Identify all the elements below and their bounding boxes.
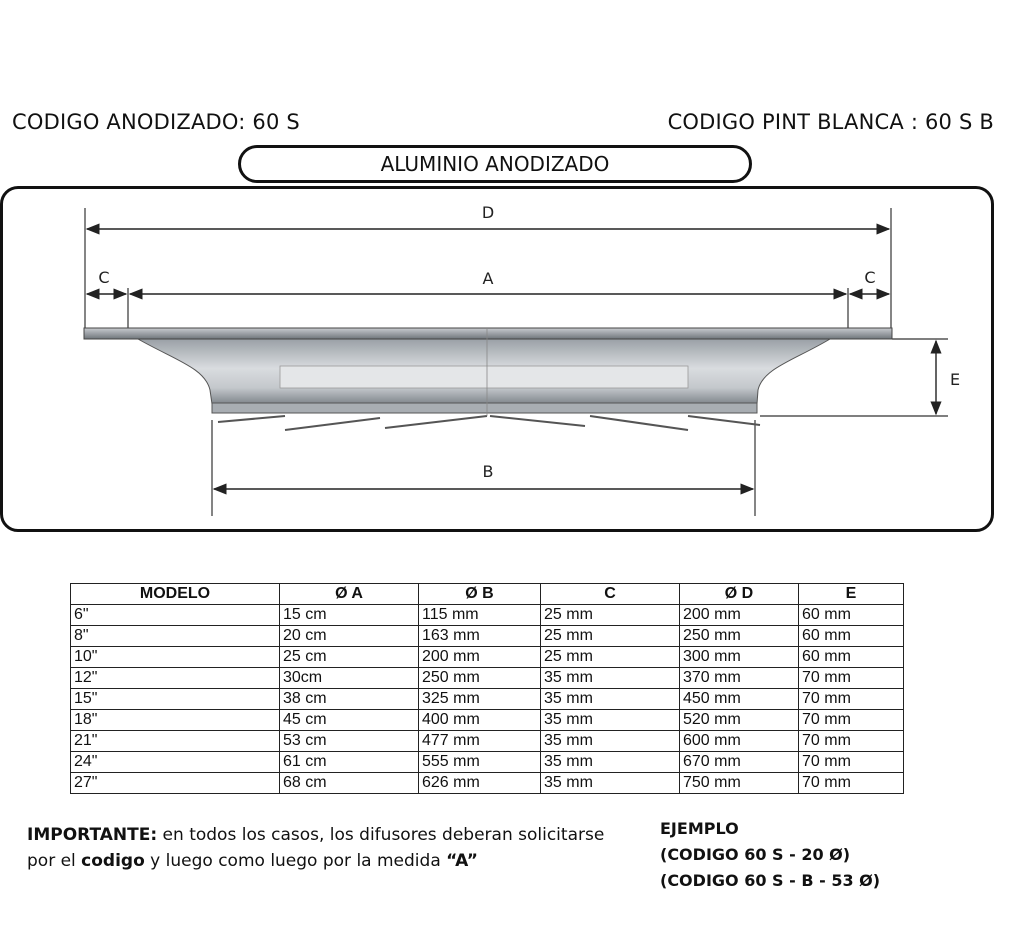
table-cell: 35 mm bbox=[541, 773, 680, 794]
table-row bbox=[71, 731, 904, 752]
dim-label-a: A bbox=[482, 269, 494, 288]
example-line-1: (CODIGO 60 S - 20 Ø) bbox=[660, 845, 851, 864]
table-row bbox=[71, 752, 904, 773]
example-line-2: (CODIGO 60 S - B - 53 Ø) bbox=[660, 871, 881, 890]
note-label: IMPORTANTE: bbox=[27, 825, 158, 845]
note-text-2: y luego como luego por la medida bbox=[144, 851, 447, 871]
table-cell: 163 mm bbox=[419, 626, 541, 647]
table-cell: 35 mm bbox=[541, 731, 680, 752]
table-cell: 68 cm bbox=[280, 773, 419, 794]
table-cell: 18" bbox=[71, 710, 280, 731]
dim-label-b: B bbox=[482, 462, 494, 481]
table-cell: 30cm bbox=[280, 668, 419, 689]
white-paint-code-label: CODIGO PINT BLANCA : 60 S B bbox=[667, 110, 994, 134]
table-cell: 325 mm bbox=[419, 689, 541, 710]
table-cell: 61 cm bbox=[280, 752, 419, 773]
column-header-modelo: MODELO bbox=[71, 584, 280, 605]
table-cell: 8" bbox=[71, 626, 280, 647]
table-cell: 25 mm bbox=[541, 605, 680, 626]
note-measure: “A” bbox=[446, 851, 478, 871]
table-cell: 35 mm bbox=[541, 668, 680, 689]
table-cell: 21" bbox=[71, 731, 280, 752]
table-cell: 35 mm bbox=[541, 689, 680, 710]
table-cell: 6" bbox=[71, 605, 280, 626]
example-title: EJEMPLO bbox=[660, 819, 739, 838]
table-cell: 70 mm bbox=[799, 731, 904, 752]
diffuser-blades bbox=[218, 416, 760, 430]
dim-label-e: E bbox=[949, 370, 961, 389]
table-cell: 450 mm bbox=[680, 689, 799, 710]
table-row bbox=[71, 773, 904, 794]
table-cell: 250 mm bbox=[419, 668, 541, 689]
table-cell: 60 mm bbox=[799, 626, 904, 647]
table-body bbox=[71, 605, 904, 794]
table-cell: 750 mm bbox=[680, 773, 799, 794]
table-cell: 15 cm bbox=[280, 605, 419, 626]
anodized-code-label: CODIGO ANODIZADO: 60 S bbox=[12, 110, 300, 134]
column-header-e: E bbox=[799, 584, 904, 605]
table-cell: 626 mm bbox=[419, 773, 541, 794]
table-cell: 25 mm bbox=[541, 626, 680, 647]
column-header-c: C bbox=[541, 584, 680, 605]
table-cell: 10" bbox=[71, 647, 280, 668]
dim-label-c-right: C bbox=[864, 268, 876, 287]
table-cell: 115 mm bbox=[419, 605, 541, 626]
table-cell: 520 mm bbox=[680, 710, 799, 731]
table-cell: 53 cm bbox=[280, 731, 419, 752]
table-cell: 35 mm bbox=[541, 752, 680, 773]
table-cell: 25 cm bbox=[280, 647, 419, 668]
table-cell: 15" bbox=[71, 689, 280, 710]
table-cell: 60 mm bbox=[799, 647, 904, 668]
dim-label-d: D bbox=[481, 203, 495, 222]
table-cell: 477 mm bbox=[419, 731, 541, 752]
diffuser-shape bbox=[84, 328, 892, 430]
table-row bbox=[71, 668, 904, 689]
table-cell: 400 mm bbox=[419, 710, 541, 731]
note-bold-word: codigo bbox=[81, 851, 145, 871]
table-row bbox=[71, 605, 904, 626]
column-header-b: Ø B bbox=[419, 584, 541, 605]
table-cell: 555 mm bbox=[419, 752, 541, 773]
table-cell: 670 mm bbox=[680, 752, 799, 773]
table-cell: 20 cm bbox=[280, 626, 419, 647]
important-note bbox=[27, 822, 627, 874]
table-cell: 60 mm bbox=[799, 605, 904, 626]
table-cell: 200 mm bbox=[680, 605, 799, 626]
material-title: ALUMINIO ANODIZADO bbox=[238, 145, 752, 183]
table-cell: 35 mm bbox=[541, 710, 680, 731]
table-row bbox=[71, 689, 904, 710]
table-cell: 38 cm bbox=[280, 689, 419, 710]
table-cell: 250 mm bbox=[680, 626, 799, 647]
dim-label-c-left: C bbox=[98, 268, 110, 287]
column-header-a: Ø A bbox=[280, 584, 419, 605]
table-row bbox=[71, 647, 904, 668]
table-cell: 200 mm bbox=[419, 647, 541, 668]
example-block bbox=[660, 816, 880, 894]
column-header-d: Ø D bbox=[680, 584, 799, 605]
table-cell: 370 mm bbox=[680, 668, 799, 689]
table-cell: 45 cm bbox=[280, 710, 419, 731]
dimensions-table bbox=[70, 583, 904, 794]
table-cell: 70 mm bbox=[799, 710, 904, 731]
table-cell: 600 mm bbox=[680, 731, 799, 752]
table-cell: 70 mm bbox=[799, 752, 904, 773]
table-cell: 24" bbox=[71, 752, 280, 773]
table-row bbox=[71, 626, 904, 647]
table-cell: 70 mm bbox=[799, 668, 904, 689]
table-row bbox=[71, 710, 904, 731]
table-cell: 12" bbox=[71, 668, 280, 689]
note-text-1: en todos los casos, los difusores deberan solicitarse por el bbox=[27, 825, 605, 871]
table-cell: 70 mm bbox=[799, 689, 904, 710]
table-cell: 27" bbox=[71, 773, 280, 794]
table-header-row bbox=[71, 584, 904, 605]
table-cell: 300 mm bbox=[680, 647, 799, 668]
table-cell: 25 mm bbox=[541, 647, 680, 668]
table-cell: 70 mm bbox=[799, 773, 904, 794]
